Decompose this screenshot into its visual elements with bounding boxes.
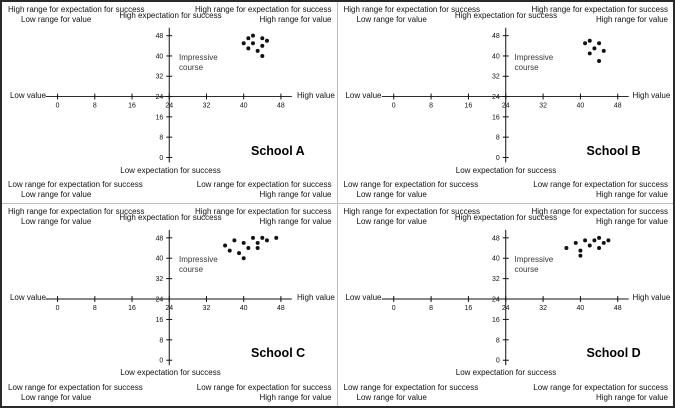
corner-label-bottom-right xyxy=(197,383,332,403)
corner-line: High range for value xyxy=(259,217,332,226)
y-tick-label: 32 xyxy=(155,276,164,284)
scatter-point xyxy=(246,246,250,250)
scatter-point xyxy=(260,54,264,58)
y-tick-label: 16 xyxy=(155,114,164,122)
y-tick-label: 24 xyxy=(491,94,500,102)
corner-line: High range for expectation for success xyxy=(343,207,481,216)
y-tick-label: 32 xyxy=(491,73,500,81)
scatter-point xyxy=(228,249,232,253)
x-tick-label: 32 xyxy=(202,102,211,110)
panel-school-d xyxy=(338,204,674,406)
y-axis-bottom-label: Low expectation for success xyxy=(120,166,221,175)
x-tick-label: 40 xyxy=(576,102,584,110)
y-axis-top-label: High expectation for success xyxy=(454,11,558,20)
y-tick-label: 16 xyxy=(491,114,500,122)
x-tick-label: 40 xyxy=(239,304,248,312)
scatter-point xyxy=(597,41,601,45)
corner-line: Low range for expectation for success xyxy=(533,383,668,392)
y-tick-label: 0 xyxy=(495,357,500,365)
scatter-point xyxy=(601,49,605,53)
corner-label-bottom-left xyxy=(8,180,143,200)
scatter-point xyxy=(587,51,591,55)
x-tick-label: 16 xyxy=(464,304,472,312)
panel-school-b xyxy=(338,2,674,204)
y-tick-label: 40 xyxy=(155,255,164,263)
x-axis-right-label: High value xyxy=(632,293,671,302)
scatter-point xyxy=(601,241,605,245)
y-axis-top-label: High expectation for success xyxy=(119,213,222,222)
y-tick-label: 0 xyxy=(495,154,500,162)
corner-line: High range for value xyxy=(595,15,668,24)
corner-label-bottom-left xyxy=(8,383,143,403)
x-tick-label: 0 xyxy=(55,304,60,312)
x-tick-label: 0 xyxy=(391,102,396,110)
scatter-point xyxy=(260,44,264,48)
panel-title: School C xyxy=(251,346,306,360)
y-tick-label: 24 xyxy=(155,94,164,102)
y-axis-bottom-label: Low expectation for success xyxy=(455,368,557,377)
corner-line: High range for value xyxy=(595,190,668,199)
scatter-point xyxy=(587,243,591,247)
scatter-point xyxy=(251,236,255,240)
x-tick-label: 8 xyxy=(92,304,97,312)
corner-line: Low range for value xyxy=(356,15,427,24)
corner-label-bottom-right xyxy=(533,383,668,403)
x-tick-label: 48 xyxy=(277,102,285,110)
corner-line: High range for expectation for success xyxy=(531,5,668,14)
scatter-point xyxy=(597,59,601,63)
y-tick-label: 40 xyxy=(491,255,500,263)
y-tick-label: 0 xyxy=(159,357,164,365)
y-tick-label: 16 xyxy=(155,316,164,324)
corner-line: Low range for expectation for success xyxy=(196,180,332,189)
scatter-point xyxy=(256,241,260,245)
scatter-point xyxy=(265,238,269,242)
panel-school-a xyxy=(2,2,338,204)
scatter-point xyxy=(260,236,264,240)
x-tick-label: 24 xyxy=(501,304,510,312)
y-tick-label: 8 xyxy=(495,134,500,142)
cluster-annotation: Impressive course xyxy=(179,53,218,72)
corner-line: Low range for expectation for success xyxy=(196,383,332,392)
cluster-annotation: Impressive course xyxy=(514,53,554,72)
y-tick-label: 0 xyxy=(159,154,164,162)
corner-line: High range for value xyxy=(259,15,332,24)
corner-line: Low range for value xyxy=(356,393,427,402)
x-tick-label: 40 xyxy=(239,102,248,110)
x-tick-label: 16 xyxy=(464,102,472,110)
scatter-point xyxy=(597,246,601,250)
scatter-point xyxy=(256,49,260,53)
corner-line: High range for expectation for success xyxy=(8,5,145,14)
y-tick-label: 24 xyxy=(155,296,164,304)
x-tick-label: 24 xyxy=(501,102,510,110)
scatter-point xyxy=(578,254,582,258)
y-tick-label: 48 xyxy=(155,235,164,243)
corner-label-bottom-left xyxy=(344,180,479,200)
corner-line: Low range for value xyxy=(356,190,427,199)
x-tick-label: 24 xyxy=(165,304,174,312)
scatter-point xyxy=(246,36,250,40)
scatter-point xyxy=(256,246,260,250)
panel-title: School D xyxy=(586,346,641,360)
corner-line: Low range for value xyxy=(21,393,92,402)
scatter-point xyxy=(573,241,577,245)
corner-line: High range for value xyxy=(595,393,668,402)
panel-title: School A xyxy=(251,144,305,158)
corner-label-bottom-left xyxy=(344,383,479,403)
scatter-point xyxy=(246,46,250,50)
scatter-point xyxy=(251,41,255,45)
corner-label-bottom-right xyxy=(197,180,332,200)
corner-line: Low range for expectation for success xyxy=(533,180,668,189)
x-tick-label: 48 xyxy=(613,102,622,110)
scatter-point xyxy=(597,236,601,240)
y-tick-label: 48 xyxy=(491,33,500,41)
corner-line: High range for expectation for success xyxy=(343,5,481,14)
scatter-point xyxy=(242,41,246,45)
y-axis-bottom-label: Low expectation for success xyxy=(120,368,221,377)
panel-title: School B xyxy=(586,144,641,158)
scatter-point xyxy=(232,238,236,242)
y-tick-label: 32 xyxy=(491,276,500,284)
y-axis-top-label: High expectation for success xyxy=(119,11,222,20)
y-tick-label: 8 xyxy=(159,134,164,142)
x-axis-right-label: High value xyxy=(297,91,335,100)
x-tick-label: 8 xyxy=(428,102,433,110)
scatter-point xyxy=(606,238,610,242)
scatter-point xyxy=(564,246,568,250)
y-tick-label: 8 xyxy=(159,337,164,345)
corner-line: High range for expectation for success xyxy=(194,207,332,216)
scatter-point xyxy=(274,236,278,240)
corner-line: High range for expectation for success xyxy=(194,5,332,14)
x-axis-right-label: High value xyxy=(297,293,335,302)
scatter-point xyxy=(251,34,255,38)
corner-line: Low range for expectation for success xyxy=(343,180,479,189)
x-axis-right-label: High value xyxy=(632,91,671,100)
scatter-point xyxy=(592,46,596,50)
y-tick-label: 40 xyxy=(491,53,500,61)
scatter-point xyxy=(587,39,591,43)
y-tick-label: 48 xyxy=(155,33,164,41)
x-tick-label: 16 xyxy=(128,102,136,110)
x-axis-left-label: Low value xyxy=(9,293,46,302)
y-tick-label: 16 xyxy=(491,316,500,324)
corner-line: High range for value xyxy=(595,217,668,226)
panel-school-c xyxy=(2,204,338,406)
y-tick-label: 8 xyxy=(495,337,500,345)
corner-line: High range for expectation for success xyxy=(531,207,668,216)
x-tick-label: 24 xyxy=(165,102,174,110)
x-tick-label: 8 xyxy=(428,304,433,312)
scatter-point xyxy=(237,251,241,255)
corner-line: Low range for expectation for success xyxy=(8,383,143,392)
y-axis-bottom-label: Low expectation for success xyxy=(455,166,557,175)
y-tick-label: 32 xyxy=(155,73,164,81)
x-tick-label: 48 xyxy=(277,304,285,312)
x-tick-label: 0 xyxy=(55,102,60,110)
x-axis-left-label: Low value xyxy=(9,91,46,100)
corner-line: Low range for value xyxy=(21,217,92,226)
scatter-point xyxy=(223,243,227,247)
scatter-point xyxy=(592,238,596,242)
corner-label-bottom-right xyxy=(533,180,668,200)
scatter-point xyxy=(578,249,582,253)
x-axis-left-label: Low value xyxy=(345,293,382,302)
corner-line: Low range for expectation for success xyxy=(8,180,143,189)
cluster-annotation: Impressive course xyxy=(179,255,218,274)
scatter-point xyxy=(583,238,587,242)
corner-line: High range for value xyxy=(259,190,332,199)
corner-line: Low range for value xyxy=(356,217,427,226)
x-tick-label: 48 xyxy=(613,304,622,312)
corner-line: High range for value xyxy=(259,393,332,402)
y-tick-label: 24 xyxy=(491,296,500,304)
x-tick-label: 0 xyxy=(391,304,396,312)
corner-line: High range for expectation for success xyxy=(8,207,145,216)
y-tick-label: 48 xyxy=(491,235,500,243)
cluster-annotation: Impressive course xyxy=(514,255,554,274)
scatter-point xyxy=(260,36,264,40)
y-axis-top-label: High expectation for success xyxy=(454,213,558,222)
scatter-point xyxy=(265,39,269,43)
x-tick-label: 32 xyxy=(538,304,547,312)
scatter-point xyxy=(583,41,587,45)
x-tick-label: 32 xyxy=(202,304,211,312)
x-tick-label: 32 xyxy=(538,102,547,110)
scatter-point xyxy=(242,256,246,260)
scatter-point xyxy=(242,241,246,245)
corner-line: Low range for value xyxy=(21,15,92,24)
x-axis-left-label: Low value xyxy=(345,91,382,100)
y-tick-label: 40 xyxy=(155,53,164,61)
x-tick-label: 16 xyxy=(128,304,136,312)
corner-line: Low range for expectation for success xyxy=(343,383,479,392)
x-tick-label: 8 xyxy=(92,102,97,110)
x-tick-label: 40 xyxy=(576,304,584,312)
corner-line: Low range for value xyxy=(21,190,92,199)
